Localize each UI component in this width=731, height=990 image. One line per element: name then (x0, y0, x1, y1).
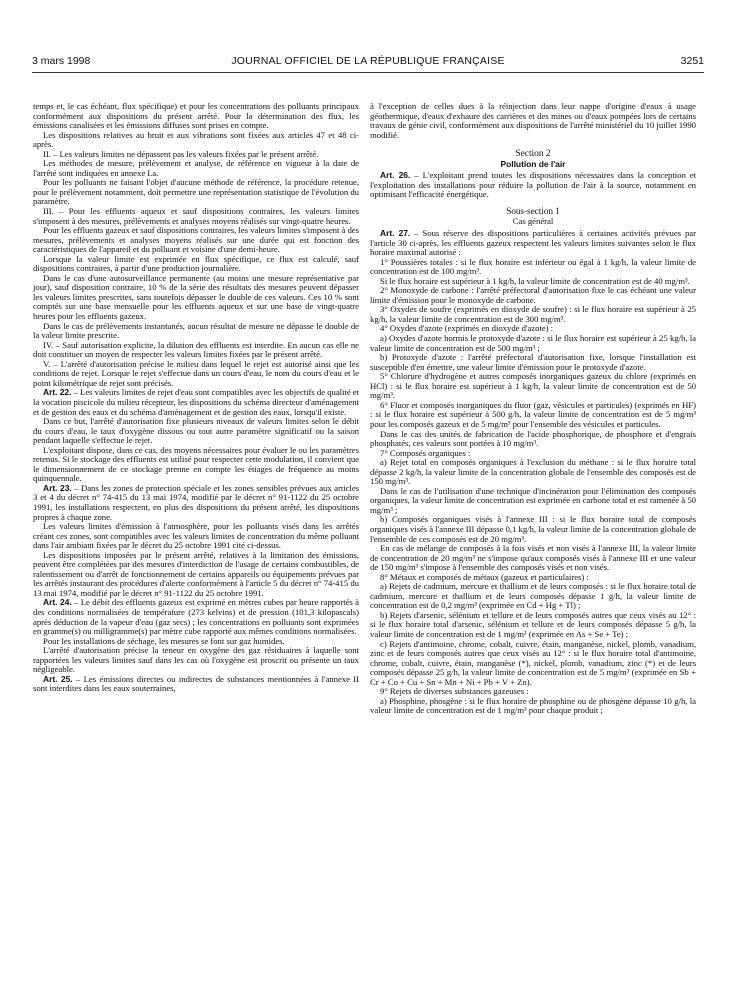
article-26 (370, 171, 696, 200)
article-label: Art. 22. (43, 387, 72, 398)
paragraph: Dans le cas d'une autosurveillance permanente (au moins une mesure représentative par jour), sauf disposition contraire, 10 % de la série des résultats des mesures peuvent dépasser les valeurs limites prescrites, sans toutefois dépasser le double de ces valeurs. Ces 10 % sont comptés sur une base mensuelle pour les effluents aqueux et sur une base de vingt-quatre heures pour les effluents gazeux. (33, 272, 359, 322)
paragraph: Pour les effluents gazeux et sauf dispositions contraires, les valeurs limites s'imposent à des mesures, prélèvements et analyses moyens réalisés sur une durée qui est fonction des caractéristiques de l'appareil et du polluant et voisine d'une demi-heure. (33, 225, 359, 255)
article-label: Art. 25. (43, 673, 73, 684)
paragraph: Les valeurs limites d'émission à l'atmosphère, pour les polluants visés dans les arrêtés créant ces zones, sont compatibles avec les valeurs limites de concentration du même polluant dans l'air ambiant fixées par le décret du 25 octobre 1991 cité ci-dessus. (33, 521, 359, 551)
right-column (370, 102, 696, 716)
paragraph: Les dispositions relatives au bruit et aux vibrations sont fixées aux articles 47 et 48 ci-après. (33, 129, 359, 150)
paragraph: 1° Poussières totales : si le flux horaire est inférieur ou égal à 1 kg/h, la valeur limite de concentration est de 100 mg/m³. (370, 256, 696, 277)
paragraph: 2° Monoxyde de carbone : l'arrêté préfectoral d'autorisation fixe le cas échéant une valeur limite d'émission pour le monoxyde de carbone. (370, 285, 696, 305)
paragraph: IV. – Sauf autorisation explicite, la dilution des effluents est interdite. En aucun cas elle ne doit constituer un moyen de respecter les valeurs limites fixées par le présent arrêté. (33, 339, 359, 360)
article-label: Art. 24. (43, 597, 72, 608)
paragraph: a) Phosphine, phosgène : si le flux horaire de phosphine ou de phosgène dépasse 10 g/h, la valeur limite de concentration est de 1 mg/m³ pour chaque produit ; (370, 695, 696, 716)
paragraph: Dans le cas des unités de fabrication de l'acide phosphorique, de phosphore et d'engrais phosphatés, ces valeurs sont portées à 10 mg/m³. (370, 428, 696, 449)
paragraph: Pour les polluants ne faisant l'objet d'aucune méthode de référence, la procédure retenue, pour le prélèvement notamment, doit permettre une représentation statistique de l'évolution du paramètre. (33, 177, 359, 207)
paragraph: L'arrêté d'autorisation précise la teneur en oxygène des gaz résiduaires à laquelle sont rapportées les valeurs limites sauf dans les cas où l'oxygène est proscrit ou présente un taux négligeable. (33, 645, 359, 675)
article-text: – Les émissions directes ou indirectes de substances mentionnées à l'annexe II sont interdites dans les eaux souterraines, (33, 673, 359, 694)
article-22 (33, 388, 359, 417)
paragraph: Les méthodes de mesure, prélèvement et analyse, de référence en vigueur à la date de l'arrêté sont indiquées en annexe I.a. (33, 158, 359, 178)
paragraph: Pour les installations de séchage, les mesures se font sur gaz humides. (43, 635, 285, 646)
article-text: – Sous réserve des dispositions particulières à certaines activités prévues par l'article 30 ci-après, les effluents gazeux respectent les valeurs limites suivantes selon le flux horaire maximal autorisé : (370, 228, 696, 258)
page-number: 3251 (680, 55, 704, 67)
paragraph: 8° Métaux et composés de métaux (gazeux et particulaires) : (380, 571, 589, 582)
paragraph: 7° Composés organiques : (380, 447, 471, 458)
paragraph: b) Composés organiques visés à l'annexe III : si le flux horaire total de composés organiques visés à l'annexe III dépasse 0,1 kg/h, la valeur limite de la concentration globale de l'ensemble de ces composés est de 20 mg/m³. (370, 514, 696, 544)
paragraph: a) Rejet total en composés organiques à l'exclusion du méthane : si le flux horaire total dépasse 2 kg/h, la valeur limite de la concentration globale de l'ensemble des composés est de 150 mg/m³. (370, 457, 696, 487)
article-text: – Les valeurs limites de rejet d'eau sont compatibles avec les objectifs de qualité et la vocation piscicole du milieu récepteur, les dispositions du schéma directeur d'aménagement et de gestion des eaux et du schéma d'aménagement et de gestion des eaux, lorsqu'il existe. (33, 387, 360, 417)
paragraph: 3° Oxydes de soufre (exprimés en dioxyde de soufre) : si le flux horaire est supérieur à 25 kg/h, la valeur limite de concentration est de 300 mg/m³. (370, 304, 696, 324)
article-24 (33, 598, 359, 636)
paragraph: a) Oxydes d'azote hormis le protoxyde d'azote : si le flux horaire est supérieur à 25 kg/h, la valeur limite de concentration est de 500 mg/m³ ; (370, 333, 696, 353)
left-column (33, 102, 359, 694)
article-text: – Le débit des effluents gazeux est exprimé en mètres cubes par heure rapportés à des conditions normalisées de température (273 kelvins) et de pression (101,3 kilopascals) après déduction de la vapeur d'eau (gaz secs) ; les concentrations en polluants sont exprimées en gramme(s) ou milligramme(s) par mètre cube rapporté aux mêmes conditions normalisées. (33, 597, 359, 637)
section-heading: Section 2 (515, 149, 551, 160)
header-rule (32, 72, 704, 73)
paragraph: 9° Rejets de diverses substances gazeuses : (380, 686, 529, 697)
paragraph: temps et, le cas échéant, flux spécifique) et pour les concentrations des polluants principaux conformément aux dispositions du présent arrêté. Pour la détermination des flux, les émissions canalisées et les émissions diffuses sont prises en compte. (33, 101, 359, 131)
article-label: Art. 27. (380, 228, 411, 239)
paragraph: Lorsque la valeur limite est exprimée en flux spécifique, ce flux est calculé, sauf dispositions contraires, à partir d'une production journalière. (33, 253, 359, 274)
paragraph: c) Rejets d'antimoine, chrome, cobalt, cuivre, étain, manganèse, nickel, plomb, vanadium, zinc et de leurs composés autres que ceux visés au 12° : si le flux horaire total d'antimoine, chrome, cobalt, cuivre, étain, manganèse (*), nickel, plomb, vanadium, zinc (*) et de leurs composés dépasse 25 g/h, la valeur limite de concentration est de 5 mg/m³ (exprimée en Sb + Cr + Co + Cu + Sn + Mn + Ni + Pb + V + Zn). (370, 638, 696, 687)
paragraph: 4° Oxydes d'azote (exprimés en dioxyde d'azote) : (380, 323, 554, 334)
article-text: – L'exploitant prend toutes les dispositions nécessaires dans la conception et l'exploitation des installations pour réduire la pollution de l'air à la source, notamment en optimisant l'efficacité énergétique. (370, 170, 697, 200)
paragraph: b) Rejets d'arsenic, sélénium et tellure et de leurs composés autres que ceux visés au 12° : si le flux horaire total d'arsenic, sélénium et tellure et de leurs composés dépasse 5 g/h, la valeur limite de concentration est de 1 mg/m³ (exprimée en As + Se + Te) ; (370, 609, 696, 639)
paragraph: En cas de mélange de composés à la fois visés et non visés à l'annexe III, la valeur limite de concentration de 20 mg/m³ ne s'impose qu'aux composés visés à l'annexe III et une valeur de 150 mg/m³ s'impose à l'ensemble des composés visés et non visés. (370, 543, 696, 573)
page-header (32, 55, 704, 69)
paragraph: a) Rejets de cadmium, mercure et thallium et de leurs composés : si le flux horaire total de cadmium, mercure et thallium et de leurs composés dépasse 1 g/h, la valeur limite de concentration est de 0,2 mg/m³ (exprimée en Cd + Hg + Tl) ; (370, 581, 696, 611)
article-25 (33, 675, 359, 694)
paragraph: b) Protoxyde d'azote : l'arrêté préfectoral d'autorisation fixe, lorsque l'installation est susceptible d'en émettre, une valeur limite d'émission pour le protoxyde d'azote. (370, 352, 696, 372)
article-23 (33, 484, 359, 522)
article-27 (370, 229, 696, 258)
paragraph: Dans ce but, l'arrêté d'autorisation fixe plusieurs niveaux de valeurs limites selon le débit du cours d'eau, le taux d'oxygène dissous ou tout autre paramètre significatif ou la saison pendant laquelle s'effectue le rejet. (33, 416, 359, 446)
paragraph: L'exploitant dispose, dans ce cas, des moyens nécessaires pour évaluer le ou les paramètres retenus. Si le stockage des effluents est utilisé pour respecter cette modulation, il convient que le dimensionnement de ce stockage prenne en compte les étiages de fréquence au moins quinquennale. (33, 444, 359, 484)
article-label: Art. 23. (43, 482, 72, 493)
section-title: Pollution de l'air (500, 158, 566, 169)
paragraph: V. – L'arrêté d'autorisation précise le milieu dans lequel le rejet est autorisé ainsi que les conditions de rejet. Lorsque le rejet s'effectue dans un cours d'eau, le nom du cours d'eau et le point kilométrique de rejet sont précisés. (33, 358, 359, 388)
paragraph: II. – Les valeurs limites ne dépassent pas les valeurs fixées par le présent arrêté. (43, 148, 319, 159)
paragraph: 5° Chlorure d'hydrogène et autres composés inorganiques gazeux du chlore (exprimés en HCl) : si le flux horaire est supérieur à 1 kg/h, la valeur limite de concentration est de 50 mg/m³. (370, 371, 696, 401)
subsection-heading: Sous-section 1 (506, 206, 560, 217)
paragraph: 6° Fluor et composés inorganiques du fluor (gaz, vésicules et particules) (exprimés en HF) : si le flux horaire est supérieur à 500 g/h, la valeur limite de concentration est de 5 mg/m³ pour les composés gazeux et de 5 mg/m³ pour l'ensemble des vésicules et particules. (370, 399, 696, 429)
paragraph: III. – Pour les effluents aqueux et sauf dispositions contraires, les valeurs limites s'imposent à des mesures, prélèvements et analyses moyens réalisés sur vingt-quatre heures. (33, 206, 359, 226)
paragraph: à l'exception de celles dues à la réinjection dans leur nappe d'origine d'eaux à usage géothermique, d'eaux d'exhaure des carrières et des mines ou d'eaux pompées lors de certains travaux de génie civil, conformément aux dispositions de l'arrêté ministériel du 10 juillet 1990 modifié. (370, 101, 696, 140)
paragraph: Les dispositions imposées par le présent arrêté, relatives à la limitation des émissions, peuvent être complétées par des mesures d'interdiction de l'usage de certains combustibles, de ralentissement ou d'arrêt de fonctionnement de certains appareils ou équipements prévues par les arrêtés instaurant des procédures d'alerte conformément à l'article 5 du décret n° 74-415 du 13 mai 1974, modifié par le décret n° 91-1122 du 25 octobre 1991. (33, 549, 359, 598)
subsection-title: Cas général (512, 216, 554, 227)
article-label: Art. 26. (380, 170, 411, 181)
issue-date: 3 mars 1998 (32, 55, 91, 67)
paragraph: Dans le cas de l'utilisation d'une technique d'incinération pour l'élimination des composés organiques, la valeur limite de concentration est exprimée en carbone total et est ramenée à 50 mg/m³ ; (370, 485, 696, 515)
article-text: – Dans les zones de protection spéciale et les zones sensibles prévues aux articles 3 et 4 du décret n° 74-415 du 13 mai 1974, modifié par le décret n° 91-1122 du 25 octobre 1991, les installations respectent, en plus des dispositions du présent arrêté, les dispositions propres à chaque zone. (33, 482, 360, 522)
journal-title: JOURNAL OFFICIEL DE LA RÉPUBLIQUE FRANÇAISE (231, 55, 505, 67)
paragraph: Si le flux horaire est supérieur à 1 kg/h, la valeur limite de concentration est de 40 mg/m³. (380, 275, 690, 286)
paragraph: Dans le cas de prélèvements instantanés, aucun résultat de mesure ne dépasse le double de la valeur limite prescrite. (33, 320, 359, 341)
